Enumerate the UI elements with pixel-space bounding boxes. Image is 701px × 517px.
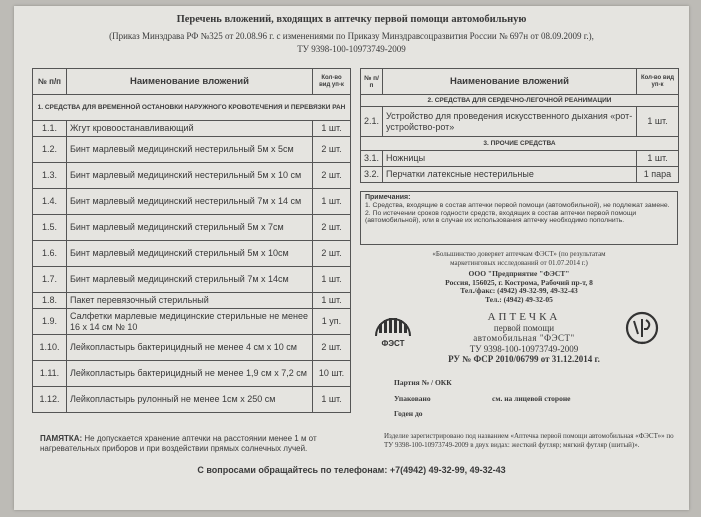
section-3-heading: 3. ПРОЧИЕ СРЕДСТВА — [361, 137, 679, 151]
table-row: 1.1. Жгут кровоостанавливающий 1 шт. — [33, 121, 351, 137]
table-row: 1.5. Бинт марлевый медицинский стерильный 5м х 7см 2 шт. — [33, 215, 351, 241]
insert-sheet — [14, 6, 689, 510]
table-row: 1.12. Лейкопластырь рулонный не менее 1см х 250 см 1 шт. — [33, 387, 351, 413]
notes-box — [360, 191, 678, 245]
table-row: 1.9. Салфетки марлевые медицинские стерильные не менее 16 х 14 см № 10 1 уп. — [33, 309, 351, 335]
company-address: Россия, 156025, г. Кострома, Рабочий пр-т, 8 — [445, 277, 593, 287]
product-line-3: автомобильная "ФЭСТ" — [473, 333, 575, 343]
registration-number: РУ № ФСР 2010/06799 от 31.12.2014 г. — [448, 354, 600, 364]
trust-line-1: «Большинство доверяет аптечкам ФЭСТ» (по результатам — [432, 250, 606, 258]
table-row: 1.10. Лейкопластырь бактерицидный не менее 4 см х 10 см 2 шт. — [33, 335, 351, 361]
col-qty-header: Кол-во вид уп-к — [313, 69, 351, 95]
col-name-header: Наименование вложений — [67, 69, 313, 95]
memo-block — [40, 434, 340, 453]
see-front-label: см. на лицевой стороне — [492, 394, 571, 403]
table-row: 1.7. Бинт марлевый медицинский стерильный 7м х 14см 1 шт. — [33, 267, 351, 293]
company-name: ООО "Предприятие "ФЭСТ" — [468, 269, 570, 278]
section-1-heading: 1. СРЕДСТВА ДЛЯ ВРЕМЕННОЙ ОСТАНОВКИ НАРУЖНОГО КРОВОТЕЧЕНИЯ И ПЕРЕВЯЗКИ РАН — [33, 95, 351, 121]
company-phone: Тел.: (4942) 49-32-05 — [485, 294, 553, 304]
certification-mark-icon — [624, 310, 660, 346]
memo-label: ПАМЯТКА: — [40, 434, 83, 443]
table-row: 3.1. Ножницы 1 шт. — [361, 151, 679, 167]
product-spec: ТУ 9398-100-10973749-2009 — [469, 343, 579, 354]
contact-phones: С вопросами обращайтесь по телефонам: +7(4942) 49-32-99, 49-32-43 — [197, 465, 506, 475]
table-row: 3.2. Перчатки латексные нестерильные 1 пара — [361, 167, 679, 183]
table-row: 1.11. Лейкопластырь бактерицидный не менее 1,9 см х 7,2 см 10 шт. — [33, 361, 351, 387]
valid-until-label: Годен до — [394, 409, 423, 418]
table-row: 1.8. Пакет перевязочный стерильный 1 шт. — [33, 293, 351, 309]
notes-title: Примечания: — [365, 194, 411, 201]
table-row: 1.4. Бинт марлевый медицинский нестерильный 7м х 14 см 1 шт. — [33, 189, 351, 215]
page-title: Перечень вложений, входящих в аптечку первой помощи автомобильную — [176, 14, 527, 25]
svg-text:РСТ: РСТ — [638, 340, 646, 345]
product-name: АПТЕЧКА — [487, 311, 561, 323]
section-2-heading: 2. СРЕДСТВА ДЛЯ СЕРДЕЧНО-ЛЕГОЧНОЙ РЕАНИМАЦИИ — [361, 95, 679, 107]
note-2: 2. По истечении сроков годности средств, входящих в состав аптечки первой помощи (автомобильной), или в случае их использования аптечку необходимо пополнить. — [365, 209, 637, 225]
table-row: 1.2. Бинт марлевый медицинский нестерильный 5м х 5см 2 шт. — [33, 137, 351, 163]
packed-label: Упаковано — [394, 394, 431, 403]
tech-spec: ТУ 9398-100-10973749-2009 — [297, 44, 406, 54]
table-row: 1.6. Бинт марлевый медицинский стерильный 5м х 10см 2 шт. — [33, 241, 351, 267]
memo-text: Не допускается хранение аптечки на расстоянии менее 1 м от нагревательных приборов и при воздействии прямых солнечных лучей. — [40, 434, 317, 453]
col-num-header: № п/п — [361, 69, 383, 95]
fest-logo-icon — [370, 310, 416, 350]
left-contents-table — [32, 68, 351, 413]
note-1: 1. Средства, входящие в состав аптечки первой помощи (автомобильной), не подлежат замене. — [365, 201, 670, 209]
trust-line-2: маркетинговых исследований от 01.07.2014 г.) — [450, 258, 588, 267]
col-num-header: № п/п — [33, 69, 67, 95]
order-reference: (Приказ Минздрава РФ №325 от 20.08.96 г. с изменениями по Приказу Минздравсоцразвития России № 697н от 08.09.2009 г.), — [109, 31, 594, 41]
batch-label: Партия № / ОКК — [394, 378, 452, 387]
right-contents-table — [360, 68, 679, 183]
fest-logo-text: ФЭСТ — [381, 339, 405, 348]
col-qty-header: Кол-во вид уп-к — [637, 69, 679, 95]
product-line-2: первой помощи — [493, 322, 555, 333]
company-fax: Тел./факс: (4942) 49-32-99, 49-32-43 — [460, 286, 578, 295]
registration-note: Изделие зарегистрировано под названием «Аптечка первой помощи автомобильная «ФЭСТ»» по ТУ 9398-100-10973749-2009 в двух видах: жесткий футляр; мягкий футляр (шитый)». — [384, 432, 674, 449]
table-row: 2.1. Устройство для проведения искусственного дыхания «рот-устройство-рот» 1 шт. — [361, 107, 679, 137]
table-row: 1.3. Бинт марлевый медицинский нестерильный 5м х 10 см 2 шт. — [33, 163, 351, 189]
col-name-header: Наименование вложений — [383, 69, 637, 95]
